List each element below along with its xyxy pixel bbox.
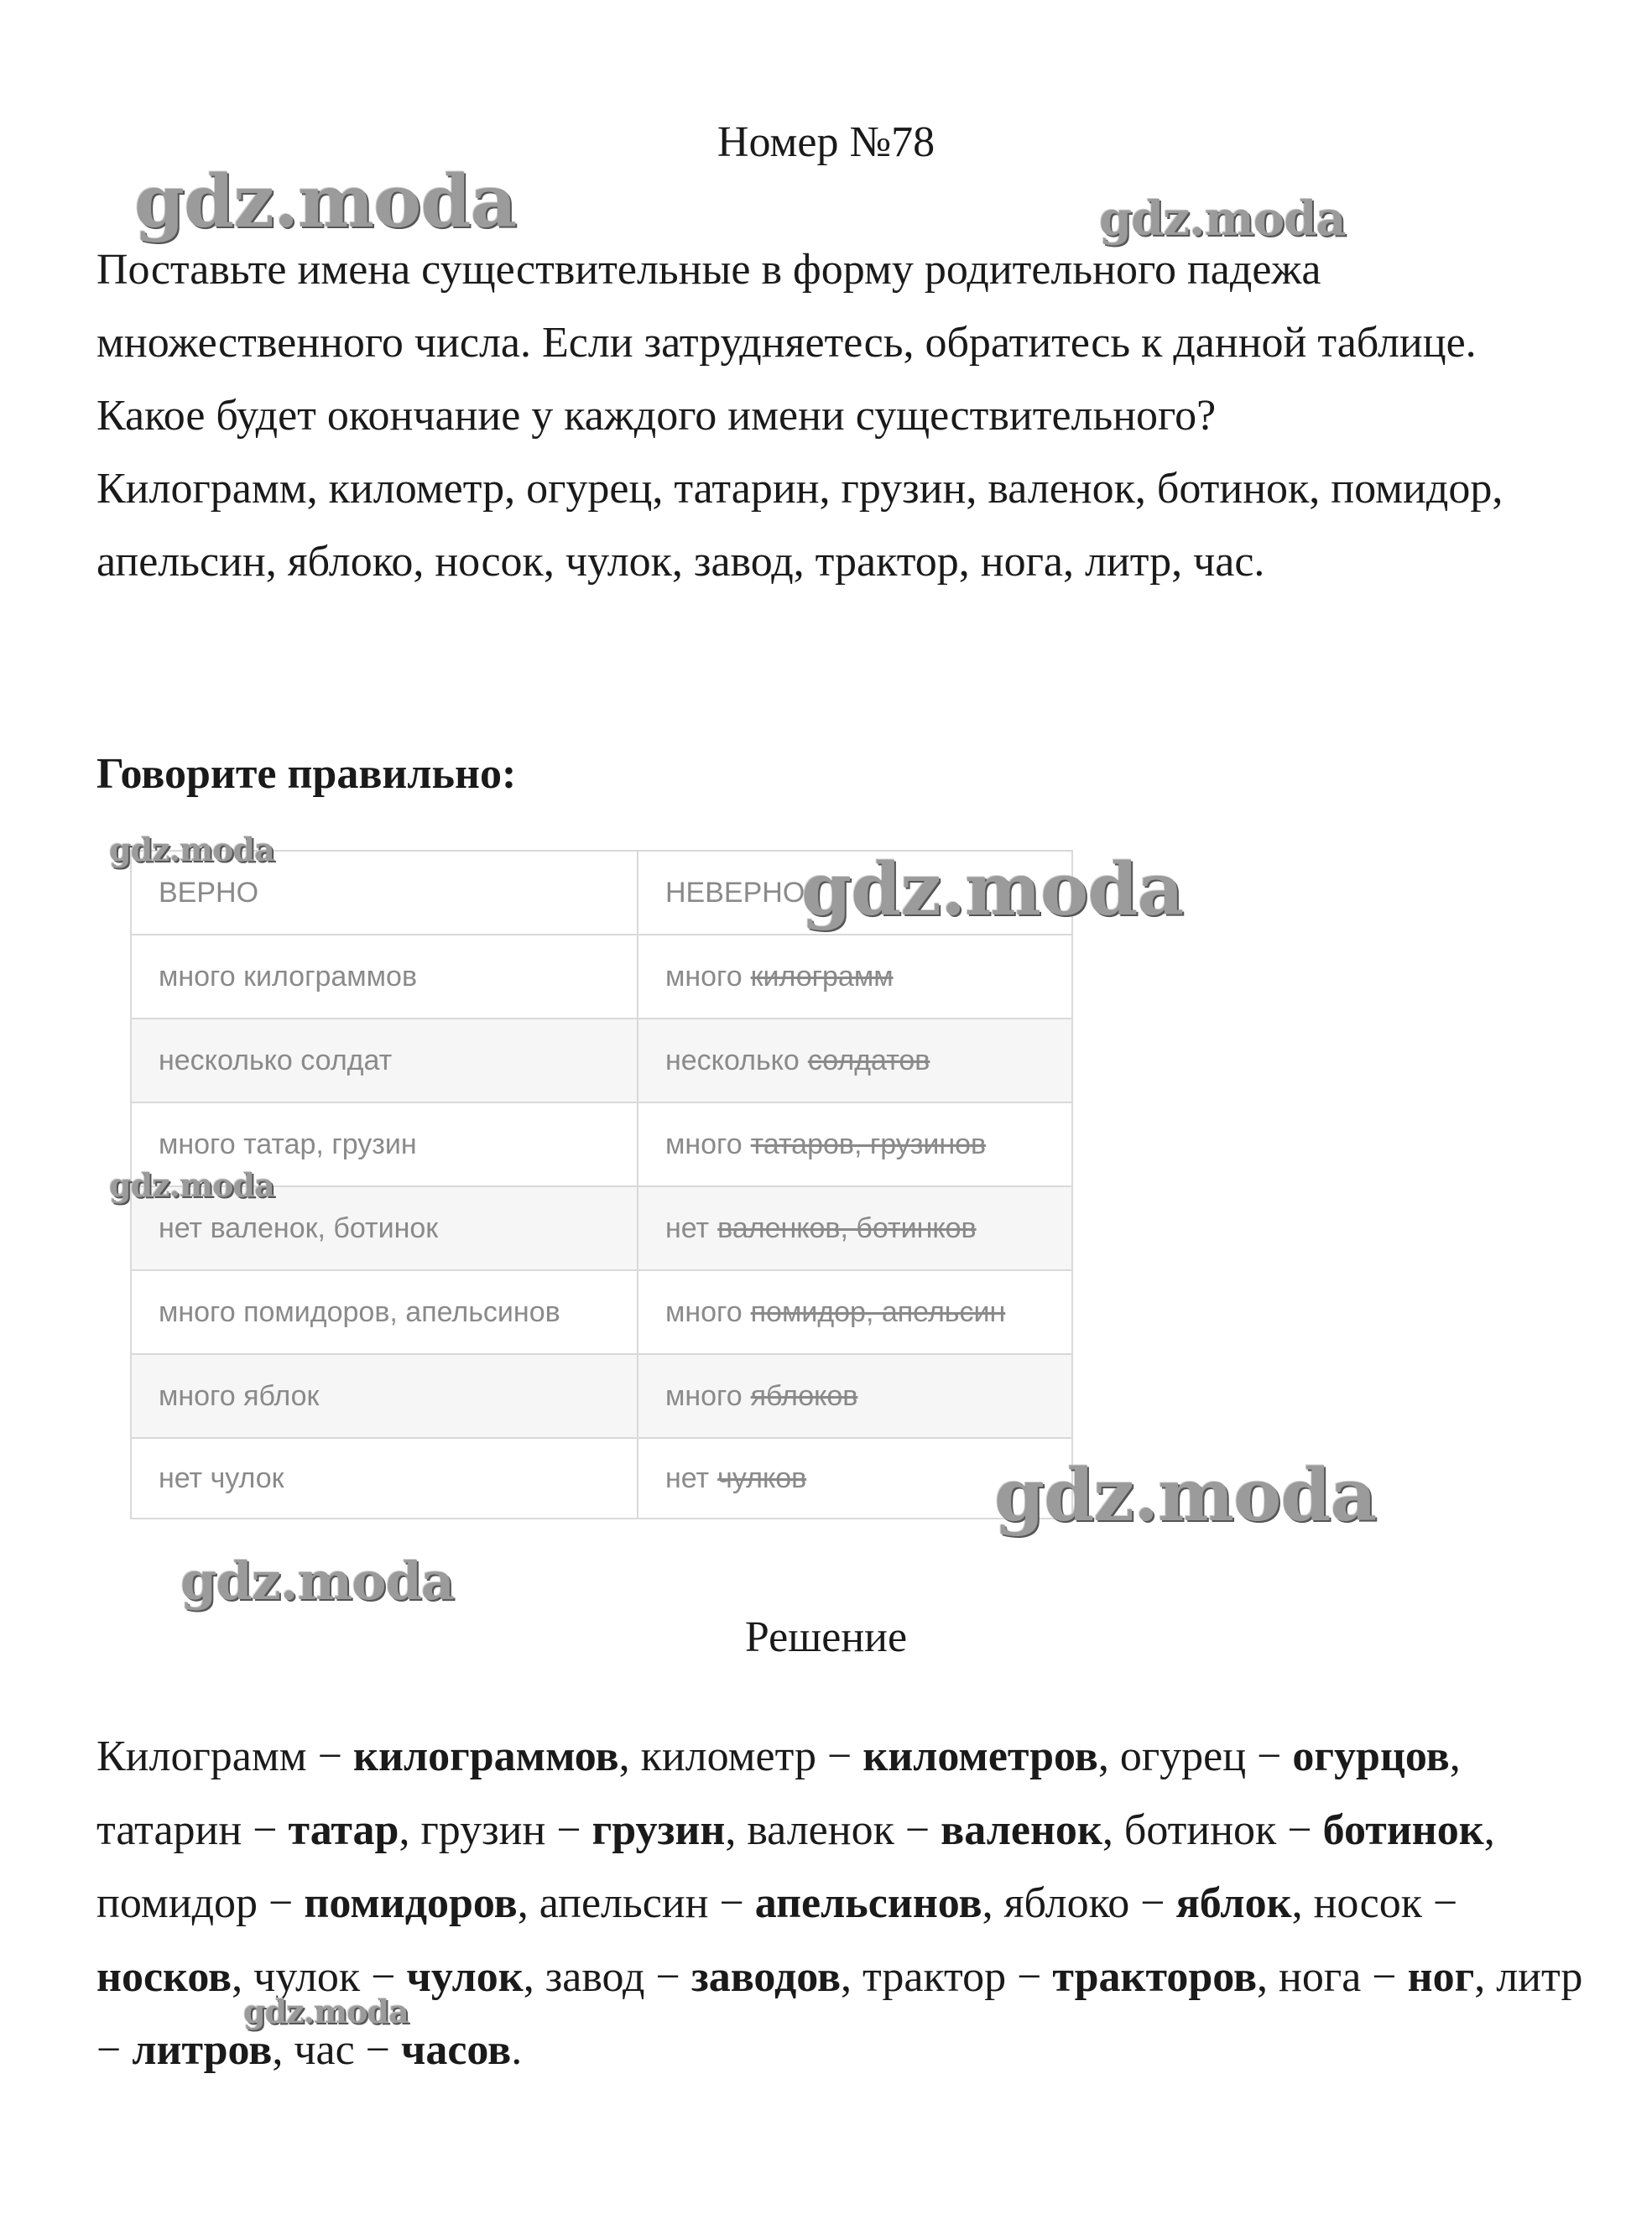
cell-wrong-prefix: несколько (665, 1044, 800, 1076)
answer-dash: − (1276, 1805, 1323, 1854)
answer-word: грузин (420, 1805, 546, 1854)
answer-form: килограммов (353, 1732, 619, 1780)
answer-form: валенок (941, 1805, 1102, 1854)
cell-wrong (638, 1103, 1071, 1185)
cell-wrong-prefix: много (665, 1295, 743, 1328)
table-row (132, 1271, 1071, 1355)
section-heading: Говорите правильно: (96, 750, 517, 798)
answer-dash: − (354, 2026, 401, 2074)
table-row (132, 1439, 1071, 1518)
answer-form: татар (288, 1805, 399, 1854)
answer-dash: − (894, 1805, 941, 1854)
answer-separator: , (272, 2026, 294, 2074)
watermark: gdz.moda (243, 1993, 409, 2030)
watermark: gdz.moda (109, 831, 274, 868)
answer-separator: , (1291, 1879, 1314, 1927)
answer-word: огурец (1119, 1732, 1247, 1780)
cell-wrong-prefix: нет (665, 1211, 710, 1244)
cell-wrong (638, 935, 1071, 1018)
answer-form: километров (862, 1732, 1098, 1780)
answer-word: яблоко (1003, 1879, 1130, 1927)
header-wrong: НЕВЕРНО (665, 876, 805, 909)
answer-dash: − (1246, 1732, 1293, 1780)
answer-word: завод (545, 1952, 645, 2001)
answer-separator: , (618, 1732, 641, 1780)
answer-dash: − (360, 1952, 407, 2001)
cell-wrong-prefix: нет (665, 1461, 710, 1494)
answer-dash: − (816, 1732, 863, 1780)
answer-separator: , (1483, 1805, 1495, 1854)
answer-form: часов (401, 2026, 512, 2074)
answer-word: литр (1496, 1952, 1583, 2001)
answer-separator: , (523, 1952, 545, 2001)
answer-form: носков (96, 1952, 232, 2001)
answer-form: тракторов (1052, 1952, 1258, 2001)
answer-word: татарин (96, 1805, 242, 1854)
cell-correct: много килограммов (132, 935, 638, 1018)
cell-correct: нет чулок (132, 1439, 638, 1518)
cell-wrong-struck: килограмм (750, 960, 894, 993)
cell-correct: много помидоров, апельсинов (132, 1271, 638, 1353)
answer-dash: − (545, 1805, 592, 1854)
table-row (132, 1019, 1071, 1103)
watermark: gdz.moda (1099, 191, 1346, 247)
cell-wrong-struck: солдатов (807, 1044, 930, 1076)
page-title: Номер №78 (717, 118, 935, 166)
solution-title: Решение (744, 1613, 908, 1661)
cell-wrong-struck: яблоков (750, 1379, 858, 1412)
watermark: gdz.moda (801, 847, 1184, 932)
watermark: gdz.moda (994, 1453, 1377, 1538)
cell-wrong-struck: татаров, грузинов (750, 1128, 987, 1160)
answer-dash: − (1422, 1879, 1458, 1927)
answer-separator: , (1102, 1805, 1124, 1854)
answer-separator: . (511, 2026, 523, 2074)
answer-word: носок (1313, 1879, 1423, 1927)
answer-form: огурцов (1292, 1732, 1450, 1780)
answer-separator: , (1257, 1952, 1279, 2001)
task-prompt: Поставьте имена существительные в форму родительного падежа множественного числа. Если затрудняетесь, обратитесь к данной таблице. Какое будет окончание у каждого имени существительного? (96, 246, 1477, 440)
answer-dash: − (708, 1879, 755, 1927)
cell-wrong (638, 1355, 1071, 1437)
answer-dash: − (258, 1879, 305, 1927)
answer-separator: , (841, 1952, 863, 2001)
cell-correct: много яблок (132, 1355, 638, 1437)
cell-correct: несколько солдат (132, 1019, 638, 1102)
header-correct: ВЕРНО (132, 852, 638, 934)
cell-correct: нет валенок, ботинок (132, 1187, 638, 1269)
answer-form: заводов (691, 1952, 842, 2001)
answer-dash: − (1361, 1952, 1408, 2001)
answer-form: помидоров (304, 1879, 518, 1927)
task-words: Килограмм, километр, огурец, татарин, грузин, валенок, ботинок, помидор, апельсин, яблоко, носок, чулок, завод, трактор, нога, литр, час. (96, 465, 1503, 586)
answer-word: чулок (253, 1952, 361, 2001)
answer-dash: − (242, 1805, 289, 1854)
cell-wrong (638, 1271, 1071, 1353)
answer-separator: , (1097, 1732, 1120, 1780)
cell-wrong-struck: чулков (717, 1461, 807, 1494)
answer-separator: , (1449, 1732, 1461, 1780)
answer-word: Килограмм (96, 1732, 307, 1780)
answer-dash: − (1129, 1879, 1176, 1927)
answer-form: ног (1407, 1952, 1475, 2001)
answer-dash: − (306, 1732, 354, 1780)
answer-dash: − (96, 2026, 133, 2074)
cell-wrong (638, 1187, 1071, 1269)
watermark: gdz.moda (134, 159, 517, 244)
answer-word: час (294, 2026, 355, 2074)
answer-form: ботинок (1322, 1805, 1484, 1854)
answer-separator: , (725, 1805, 748, 1854)
answer-word: километр (640, 1732, 816, 1780)
answer-text (96, 1720, 1590, 2087)
watermark: gdz.moda (109, 1166, 274, 1204)
answer-separator: , (399, 1805, 421, 1854)
answer-separator: , (1474, 1952, 1497, 2001)
answer-word: нога (1279, 1952, 1362, 2001)
answer-word: трактор (862, 1952, 1007, 2001)
watermark: gdz.moda (180, 1550, 454, 1612)
answer-separator: , (232, 1952, 254, 2001)
answer-separator: , (517, 1879, 539, 1927)
answer-form: апельсинов (754, 1879, 982, 1927)
answer-dash: − (1006, 1952, 1053, 2001)
answer-dash: − (644, 1952, 691, 2001)
answer-form: литров (132, 2026, 273, 2074)
cell-wrong-prefix: много (665, 1128, 743, 1160)
cell-wrong-prefix: много (665, 960, 743, 993)
table-row (132, 1355, 1071, 1439)
cell-wrong-prefix: много (665, 1379, 743, 1412)
cell-wrong-struck: помидор, апельсин (750, 1295, 1006, 1328)
answer-word: апельсин (539, 1879, 709, 1927)
answer-word: ботинок (1123, 1805, 1277, 1854)
cell-wrong-struck: валенков, ботинков (717, 1211, 977, 1244)
cell-correct: много татар, грузин (132, 1103, 638, 1185)
table-row (132, 935, 1071, 1019)
answer-word: помидор (96, 1879, 258, 1927)
answer-form: грузин (591, 1805, 726, 1854)
cell-wrong (638, 1019, 1071, 1102)
answer-word: валенок (747, 1805, 894, 1854)
answer-form: чулок (406, 1952, 524, 2001)
task-text (96, 233, 1573, 598)
answer-form: яблок (1175, 1879, 1292, 1927)
answer-separator: , (982, 1879, 1004, 1927)
